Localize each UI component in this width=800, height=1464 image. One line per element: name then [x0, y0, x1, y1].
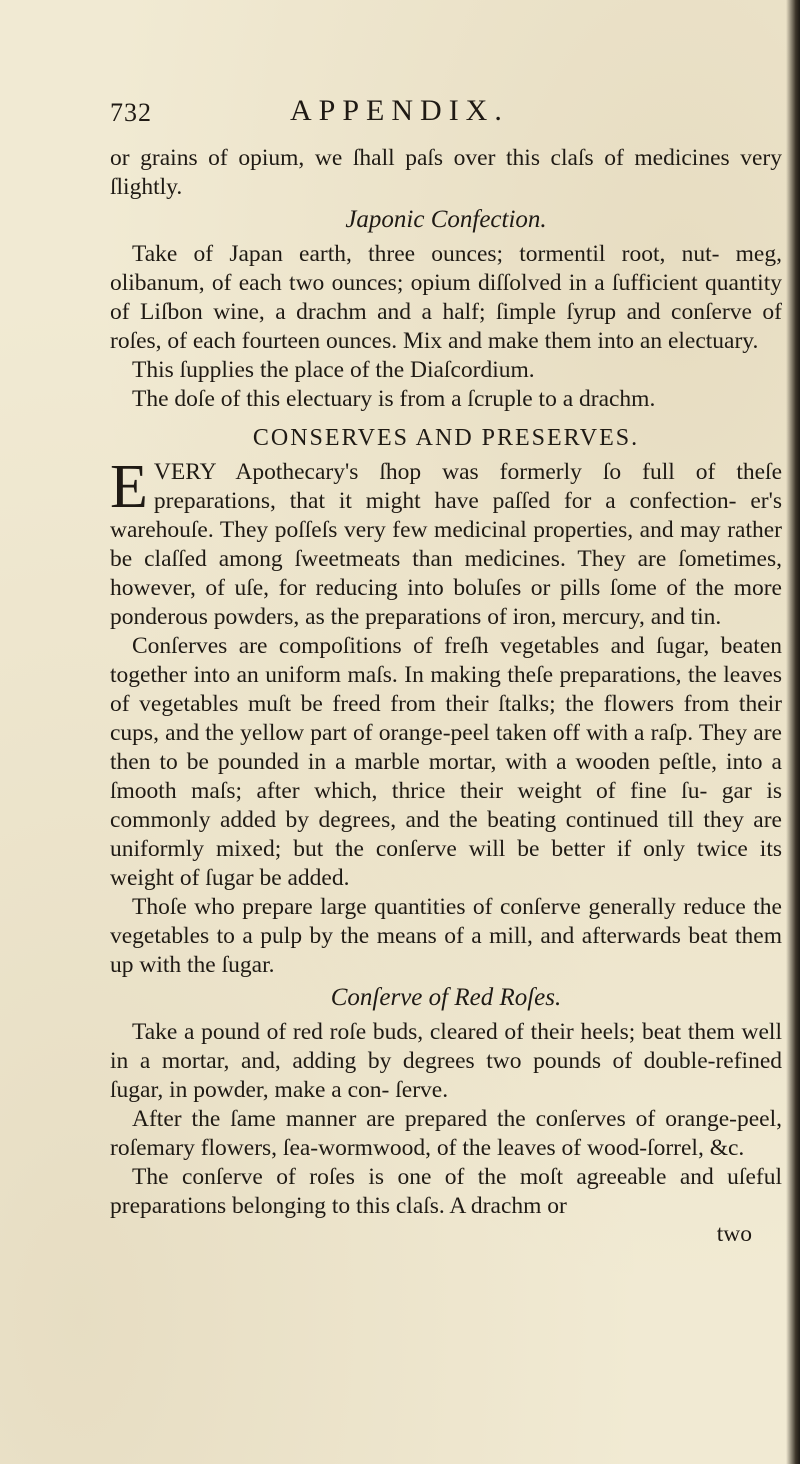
paragraph-opium-note: or grains of opium, we ſhall paſs over this claſs of medicines very ſlightly. — [110, 145, 782, 200]
paragraph-conserve-of-roses: The conſerve of roſes is one of the moſt agreeable and uſeful preparations belonging to this claſs. A drachm or — [110, 1164, 782, 1219]
paragraph-large-quantities: Thoſe who prepare large quantities of conſerve generally reduce the vegetables to a pulp by the means of a mill, and afterwards beat them up with the ſugar. — [110, 894, 782, 978]
heading-japonic-confection: Japonic Confection. — [345, 206, 547, 233]
paragraph-red-roses-recipe: Take a pound of red roſe buds, cleared of their heels; beat them well in a mortar, and, adding by degrees two pounds of double-refined ſugar, in powder, make a con- ſerve. — [110, 1019, 782, 1103]
drop-cap-letter: E — [110, 453, 148, 521]
page-number: 732 — [110, 98, 152, 127]
paragraph-diascordium: This ſupplies the place of the Diaſcordium. — [132, 357, 535, 383]
page-edge-shadow — [786, 0, 800, 1464]
paragraph-apothecary-shop — [110, 453, 782, 632]
paragraph-japonic-recipe: Take of Japan earth, three ounces; tormentil root, nut- meg, olibanum, of each two ounces; opium diſſolved in a ſufficient quantity of Liſbon wine, a drachm and a half; ſimple ſyrup and conſerve of roſes, of each fourteen ounces. Mix and make them into an electuary. — [110, 241, 782, 354]
paragraph-conserves-composition: Conſerves are compoſitions of freſh vegetables and ſugar, beaten together into an uniform maſs. In making theſe preparations, the leaves of vegetables muſt be freed from their ſtalks; the flowers from their cups, and the yellow part of orange-peel taken off with a raſp. They are then to be pounded in a marble mortar, with a wooden peſtle, into a ſmooth maſs; after which, thrice their weight of fine ſu- gar is commonly added by degrees, and the beating continued till they are uniformly mixed; but the conſerve will be better if only twice its weight of ſugar be added. — [110, 633, 782, 891]
catchword: two — [716, 1221, 752, 1247]
page-content — [110, 88, 782, 1247]
page-header — [110, 88, 782, 132]
paragraph-apothecary-text: VERY Apothecary's ſhop was formerly ſo full of theſe preparations, that it might have paſſed for a confection- er's warehouſe. They poſſeſs very few medicinal properties, and may rather be claſſed among ſweetmeats than medicines. They are ſometimes, however, of uſe, for reducing into boluſes or pills ſome of the more ponderous powders, as the preparations of iron, mercury, and tin. — [110, 459, 782, 630]
heading-conserves-and-preserves: CONSERVES AND PRESERVES. — [252, 425, 640, 451]
paragraph-electuary-dose: The doſe of this electuary is from a ſcruple to a drachm. — [132, 386, 656, 412]
running-head: APPENDIX. — [290, 94, 509, 127]
heading-conserve-red-roses: Conſerve of Red Roſes. — [330, 984, 562, 1011]
paragraph-other-conserves: After the ſame manner are prepared the conſerves of orange-peel, roſemary flowers, ſea-wormwood, of the leaves of wood-ſorrel, &c. — [110, 1106, 782, 1161]
